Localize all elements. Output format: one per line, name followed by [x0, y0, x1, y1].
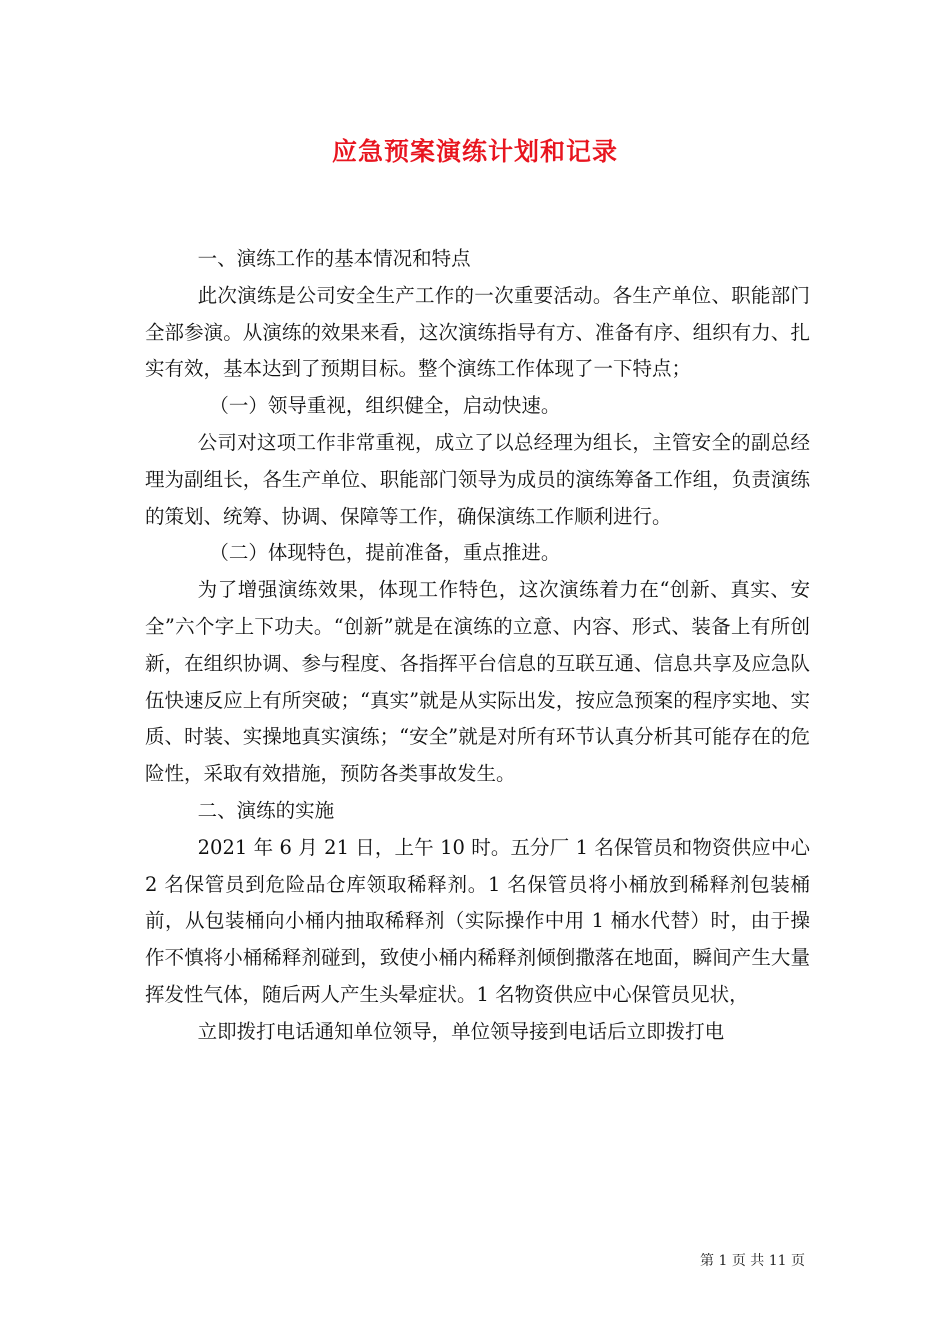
document-title: 应急预案演练计划和记录 — [331, 137, 618, 166]
paragraph: 2021 年 6 月 21 日，上午 10 时。五分厂 1 名保管员和物资供应中心 2 名保管员到危险品仓库领取稀释剂。1 名保管员将小桶放到稀释剂包装桶前，从包装桶向小桶内抽取稀释剂（实际操作中用 1 桶水代替）时，由于操作不慎将小桶稀释剂碰到，致使小桶内稀释剂倾倒撒落在地面，瞬间产生大量挥发性气体，随后两人产生头晕症状。1 名物资供应中心保管员见状， — [145, 835, 810, 1006]
section-heading: 一、演练工作的基本情况和特点 — [197, 247, 471, 270]
subsection-heading: （一）领导重视，组织健全，启动快速。 — [209, 394, 561, 418]
paragraph: 公司对这项工作非常重视，成立了以总经理为组长，主管安全的副总经理为副组长，各生产单位、职能部门领导为成员的演练筹备工作组，负责演练的策划、统筹、协调、保障等工作，确保演练工作顺利进行。 — [145, 430, 810, 528]
section-heading: 二、演练的实施 — [197, 798, 335, 822]
paragraph: 为了增强演练效果，体现工作特色，这次演练着力在“创新、真实、安全”六个字上下功夫。“创新”就是在演练的立意、内容、形式、装备上有所创新，在组织协调、参与程度、各指挥平台信息的互联互通、信息共享及应急队伍快速反应上有所突破；“真实”就是从实际出发，按应急预案的程序实地、实质、时装、实操地真实演练；“安全”就是对所有环节认真分析其可能存在的危险性，采取有效措施，预防各类事故发生。 — [145, 578, 810, 786]
paragraph: 此次演练是公司安全生产工作的一次重要活动。各生产单位、职能部门全部参演。从演练的效果来看，这次演练指导有方、准备有序、组织有力、扎实有效，基本达到了预期目标。整个演练工作体现了一下特点； — [145, 283, 810, 381]
subsection-heading: （二）体现特色，提前准备，重点推进。 — [209, 541, 561, 565]
page-number: 第 1 页 共 11 页 — [700, 1253, 805, 1269]
document-body — [145, 241, 810, 1051]
paragraph: 立即拨打电话通知单位领导，单位领导接到电话后立即拨打电 — [197, 1019, 725, 1043]
